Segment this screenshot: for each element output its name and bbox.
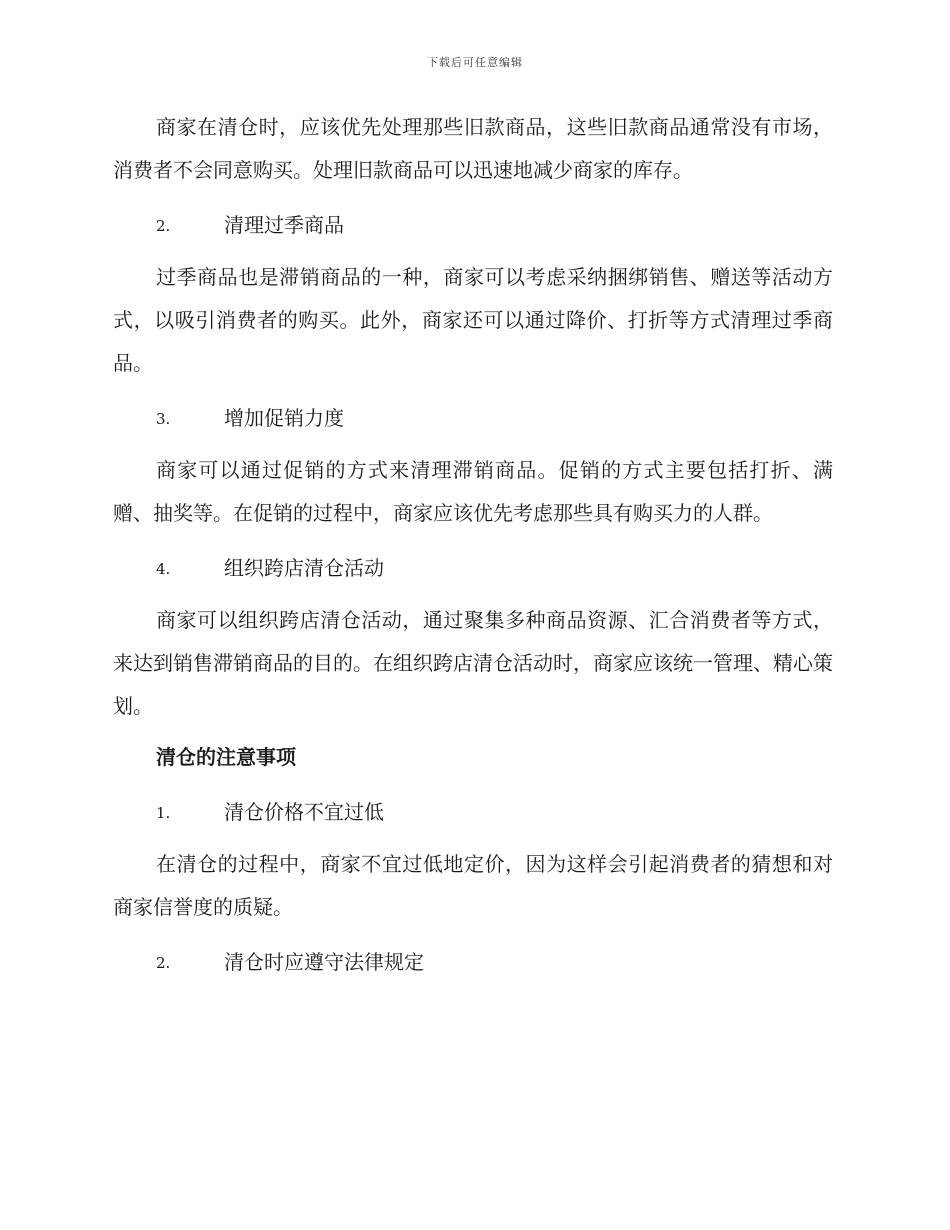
list-item-price bbox=[113, 791, 833, 834]
list-item-number: 1. bbox=[156, 804, 171, 822]
list-item-title: 组织跨店清仓活动 bbox=[224, 556, 384, 580]
list-item-number: 2. bbox=[156, 217, 171, 235]
list-item-clear-seasonal bbox=[113, 204, 833, 247]
list-item-number: 2. bbox=[156, 954, 171, 972]
list-item-cross-store bbox=[113, 547, 833, 590]
paragraph-old-products: 商家在清仓时，应该优先处理那些旧款商品，这些旧款商品通常没有市场，消费者不会同意购买。处理旧款商品可以迅速地减少商家的库存。 bbox=[113, 115, 833, 182]
list-item-title: 清仓价格不宜过低 bbox=[224, 800, 384, 824]
paragraph-cross-store: 商家可以组织跨店清仓活动，通过聚集多种商品资源、汇合消费者等方式，来达到销售滞销商品的目的。在组织跨店清仓活动时，商家应该统一管理、精心策划。 bbox=[113, 608, 833, 718]
list-item-title: 清仓时应遵守法律规定 bbox=[224, 950, 424, 974]
header-note: 下载后可任意编辑 bbox=[427, 56, 523, 69]
paragraph-seasonal-products: 过季商品也是滞销商品的一种，商家可以考虑采纳捆绑销售、赠送等活动方式，以吸引消费者的购买。此外，商家还可以通过降价、打折等方式清理过季商品。 bbox=[113, 265, 833, 375]
list-item-title: 清理过季商品 bbox=[224, 213, 344, 237]
list-item-number: 3. bbox=[156, 410, 171, 428]
list-item-title: 增加促销力度 bbox=[224, 406, 344, 430]
section-heading: 清仓的注意事项 bbox=[156, 745, 296, 769]
document-body bbox=[113, 106, 833, 993]
paragraph-price: 在清仓的过程中，商家不宜过低地定价，因为这样会引起消费者的猜想和对商家信誉度的质疑。 bbox=[113, 852, 833, 919]
list-item-promotion bbox=[113, 397, 833, 440]
paragraph-promotion: 商家可以通过促销的方式来清理滞销商品。促销的方式主要包括打折、满赠、抽奖等。在促销的过程中，商家应该优先考虑那些具有购买力的人群。 bbox=[113, 458, 833, 525]
list-item-number: 4. bbox=[156, 560, 171, 578]
list-item-law bbox=[113, 941, 833, 984]
